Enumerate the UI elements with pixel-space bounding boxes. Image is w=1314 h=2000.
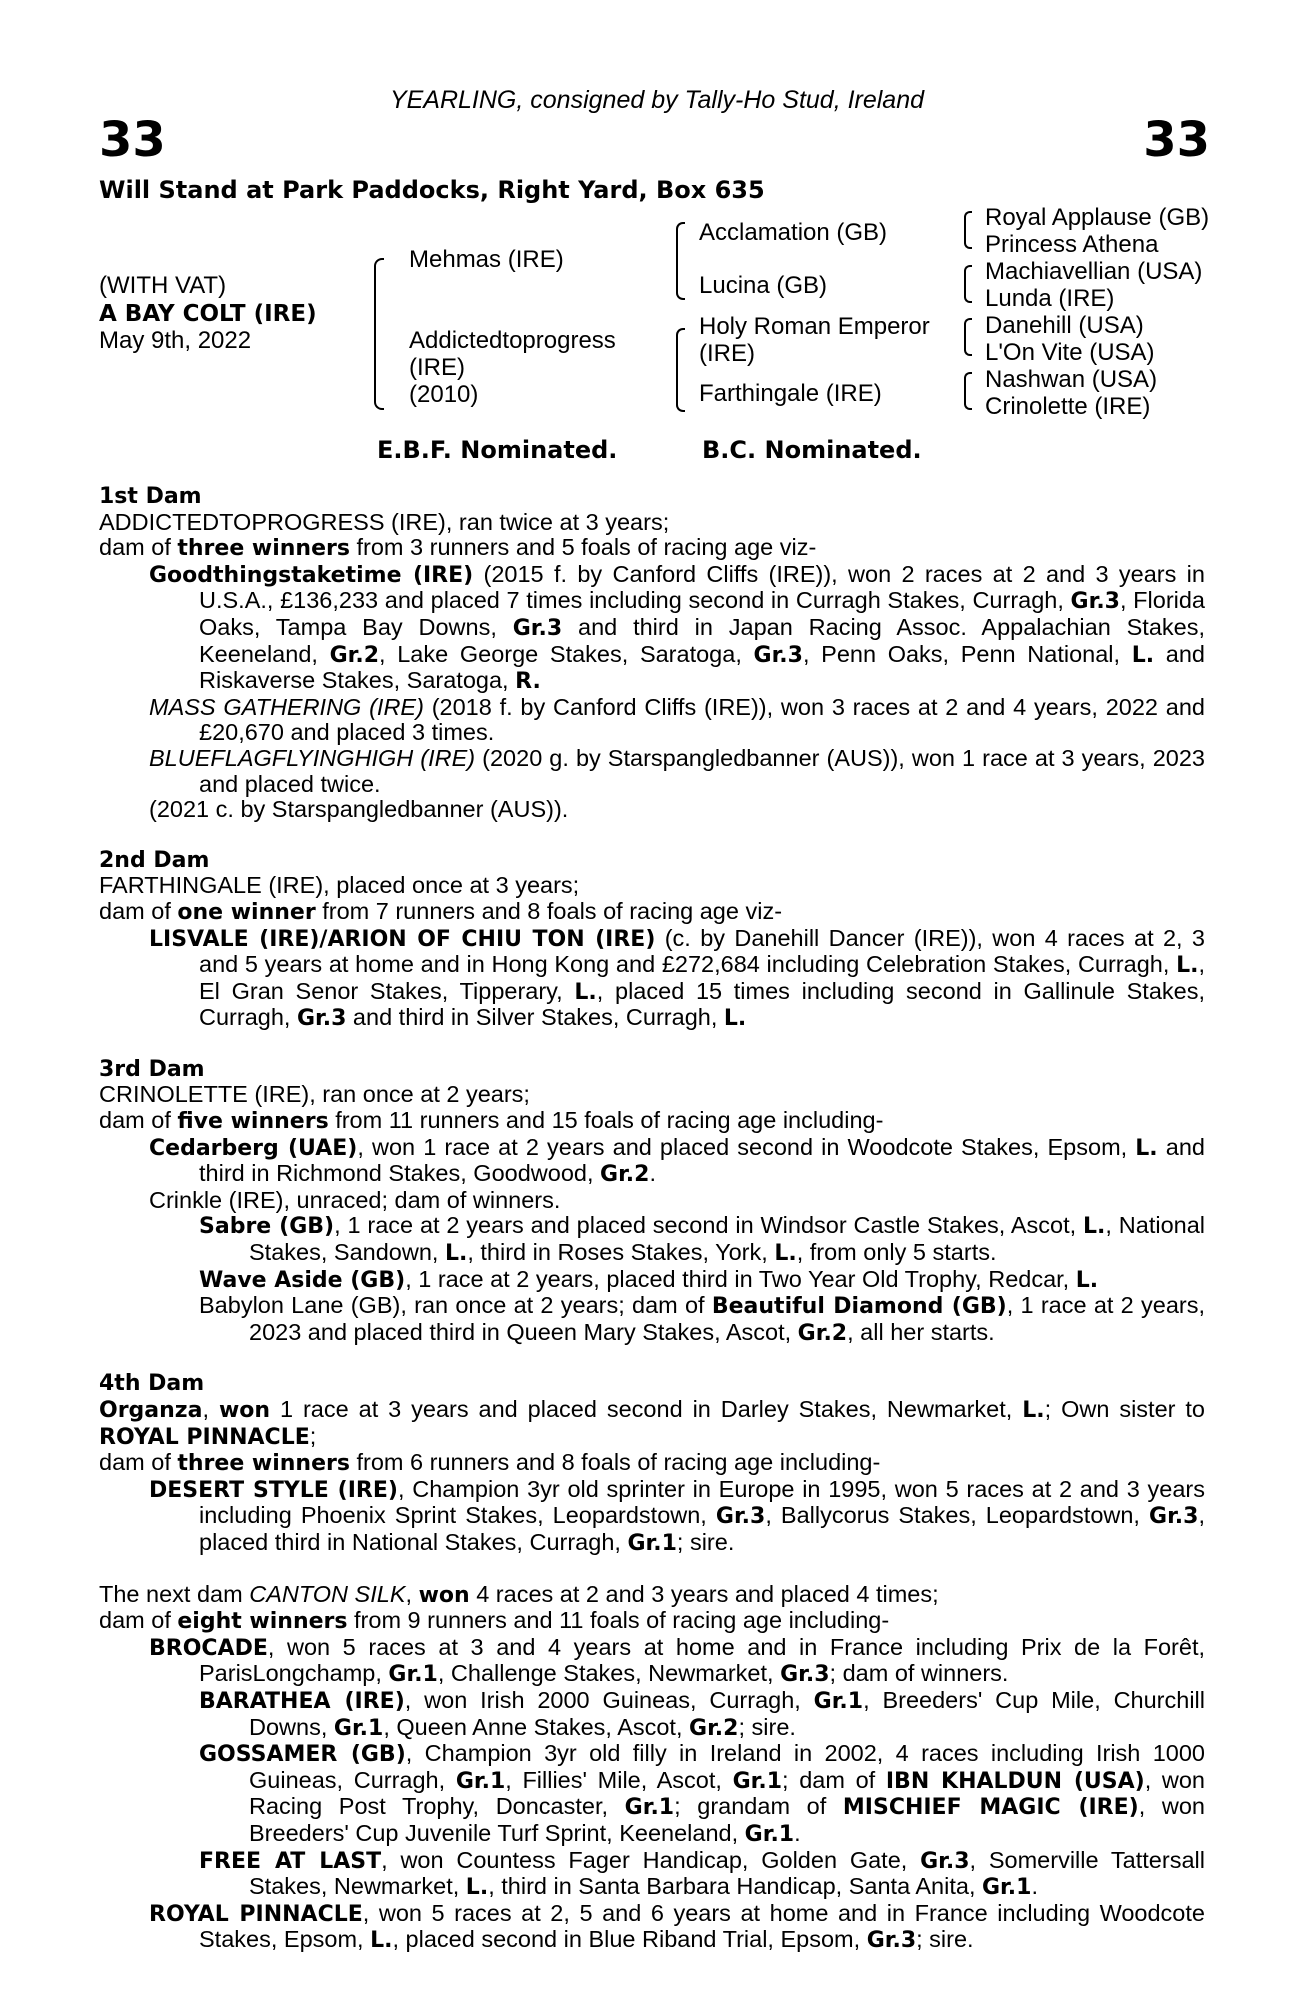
text-run: (2018 f. by Canford Cliffs (IRE)), won 3 races at 2 and 4 years, 2022 and £20,670 and placed 3 times. — [199, 693, 1205, 746]
second-dam-line: FARTHINGALE (IRE), placed once at 3 years; — [99, 872, 580, 899]
ebf-nomination: E.B.F. Nominated. — [377, 436, 618, 464]
pedigree-brace-g2 — [964, 265, 972, 303]
text-run: , El Gran Senor Stakes, Tipperary, — [199, 951, 1205, 1004]
bold-text: three winners — [177, 1451, 350, 1477]
text-run: ; sire. — [676, 1528, 735, 1555]
text-run: , National Stakes, Sandown, — [249, 1212, 1205, 1266]
bold-text: ROYAL PINNACLE — [149, 1901, 363, 1927]
text-run: , Queen Anne Stakes, Ascot, — [383, 1713, 690, 1740]
bold-text: won — [418, 1582, 470, 1608]
bold-text: Gr.3 — [296, 1006, 347, 1032]
text-run: , placed 15 times including second in Gallinule Stakes, Curragh, — [199, 977, 1206, 1031]
bold-text: L. — [1075, 1267, 1099, 1293]
bold-text: Gr.3 — [780, 1662, 830, 1688]
text-run: , Champion 3yr old filly in Ireland in 2002, 4 races including Irish 1000 Guineas, Curragh, — [249, 1740, 1205, 1793]
bold-text: L. — [1131, 642, 1155, 668]
bold-text: Gr.3 — [715, 1504, 766, 1530]
text-run: , won Racing Post Trophy, Doncaster, — [249, 1766, 1206, 1820]
text-run: , won 1 race at 2 years and placed second in Woodcote Stakes, Epsom, — [357, 1133, 1136, 1160]
fourth-dam-heading: 4th Dam — [99, 1371, 205, 1397]
text-run: from 11 runners and 15 foals of racing age including- — [328, 1107, 884, 1134]
bold-text: Gr.3 — [512, 615, 563, 641]
bold-text: won — [218, 1398, 271, 1423]
bold-text: Beautiful Diamond (GB) — [711, 1294, 1007, 1320]
bold-text: Gr.3 — [753, 642, 803, 668]
bold-text: Gr.2 — [689, 1715, 739, 1741]
bold-text: Gr.1 — [333, 1715, 384, 1741]
bold-text: Goodthingstaketime (IRE) — [149, 562, 474, 588]
offspring-entry — [99, 695, 1205, 746]
offspring-entry — [99, 562, 1205, 695]
third-dam-section — [99, 1057, 1205, 1347]
text-run: , third in Roses Stakes, York, — [467, 1239, 775, 1266]
fourth-dam-produce-line — [99, 1450, 1205, 1477]
dam-name-line3: (2010) — [409, 381, 479, 408]
dam-name-line1: Addictedtoprogress — [409, 327, 616, 354]
bold-text: L. — [370, 1928, 393, 1954]
bold-text: L. — [574, 979, 597, 1005]
italic-text: MASS GATHERING (IRE) — [149, 693, 424, 720]
text-run: ; sire. — [916, 1926, 974, 1953]
text-run: , placed second in Blue Riband Trial, Epsom, — [392, 1926, 867, 1953]
dam-name-line2: (IRE) — [409, 354, 465, 381]
bold-text: Gr.3 — [866, 1928, 917, 1954]
catalogue-body — [99, 484, 1205, 1954]
text-run: . — [794, 1819, 801, 1846]
bold-text: Gr.2 — [329, 642, 380, 668]
first-dam-produce-line — [99, 535, 1205, 562]
pedigree-brace-g3 — [964, 318, 972, 356]
dam-dam: Farthingale (IRE) — [699, 380, 882, 407]
offspring-entry — [99, 1267, 1205, 1294]
pedigree-brace-g1 — [964, 211, 972, 249]
sire-name: Mehmas (IRE) — [409, 246, 564, 273]
fourth-dam-line — [99, 1397, 1205, 1450]
text-run: , placed third in National Stakes, Curragh, — [199, 1502, 1205, 1555]
bold-text: BROCADE — [149, 1635, 268, 1661]
second-dam-produce-line — [99, 899, 1205, 926]
offspring-entry — [99, 1213, 1205, 1266]
text-run: , 1 race at 2 years and placed second in Windsor Castle Stakes, Ascot, — [334, 1212, 1084, 1239]
bold-text: five winners — [177, 1109, 329, 1135]
text-run: . — [649, 1160, 656, 1187]
offspring-entry — [99, 1901, 1205, 1954]
offspring-entry — [99, 1135, 1205, 1188]
first-dam-section — [99, 484, 1205, 823]
ancestor-g3: Machiavellian (USA) — [985, 258, 1203, 285]
bold-text: Cedarberg (UAE) — [149, 1135, 358, 1161]
text-run: , Champion 3yr old sprinter in Europe in 1995, won 5 races at 2 and 3 years including Phoenix Sprint Stakes, Leopardstown, — [199, 1475, 1205, 1529]
foaling-date: May 9th, 2022 — [99, 327, 252, 354]
bold-text: three winners — [177, 536, 350, 562]
text-run: and Riskaverse Stakes, Saratoga, — [199, 640, 1205, 694]
bold-text: GOSSAMER (GB) — [199, 1742, 406, 1768]
first-dam-heading: 1st Dam — [99, 484, 202, 509]
bold-text: one winner — [177, 899, 316, 925]
sire-sire: Acclamation (GB) — [699, 219, 888, 246]
offspring-entry — [99, 1688, 1205, 1741]
text-run: , from only 5 starts. — [796, 1239, 997, 1266]
pedigree-brace-sire — [676, 222, 685, 300]
text-run: , Lake George Stakes, Saratoga, — [379, 640, 754, 667]
bold-text: L. — [723, 1006, 747, 1032]
second-dam-section — [99, 848, 1205, 1032]
bold-text: Gr.1 — [813, 1688, 864, 1714]
bold-text: LISVALE (IRE)/ARION OF CHIU TON (IRE) — [149, 926, 656, 952]
bc-nomination: B.C. Nominated. — [702, 436, 922, 464]
bold-text: Gr.1 — [732, 1768, 783, 1794]
offspring-entry: (2021 c. by Starspangledbanner (AUS)). — [149, 796, 569, 823]
offspring-entry: Crinkle (IRE), unraced; dam of winners. — [149, 1186, 561, 1213]
ancestor-g1: Royal Applause (GB) — [985, 204, 1210, 231]
bold-text: Gr.3 — [920, 1848, 970, 1874]
text-run: , 1 race at 2 years, 2023 and placed third in Queen Mary Stakes, Ascot, — [249, 1292, 1206, 1345]
bold-text: Gr.1 — [388, 1662, 438, 1688]
dam-sire-line2: (IRE) — [699, 340, 755, 367]
italic-text: BLUEFLAGFLYINGHIGH (IRE) — [149, 744, 476, 771]
text-run: , — [202, 1396, 219, 1422]
text-run: ; — [309, 1422, 317, 1449]
bold-text: eight winners — [177, 1609, 348, 1635]
text-run: dam of — [99, 897, 178, 924]
ancestor-g6: L'On Vite (USA) — [985, 339, 1155, 366]
text-run: and third in Silver Stakes, Curragh, — [346, 1004, 724, 1031]
next-dam-line — [99, 1582, 1205, 1609]
third-dam-line: CRINOLETTE (IRE), ran once at 2 years; — [99, 1081, 530, 1108]
bold-text: Organza — [99, 1398, 203, 1423]
bold-text: L. — [1022, 1398, 1045, 1423]
text-run: , won 5 races at 3 and 4 years at home and in France including Prix de la Forêt, ParisLongchamp, — [199, 1633, 1205, 1687]
text-run: ; grandam of — [674, 1793, 843, 1820]
bold-text: R. — [515, 669, 541, 695]
ancestor-g8: Crinolette (IRE) — [985, 393, 1151, 420]
ancestor-g2: Princess Athena — [985, 231, 1159, 258]
text-run: , Penn Oaks, Penn National, — [802, 640, 1132, 667]
offspring-entry — [99, 1477, 1205, 1557]
bold-text: L. — [465, 1875, 489, 1901]
bold-text: IBN KHALDUN (USA) — [885, 1768, 1145, 1794]
text-run: (c. by Danehill Dancer (IRE)), won 4 races at 2, 3 and 5 years at home and in Hong Kong and £272,684 including Celebration Stakes, Curragh, — [199, 924, 1205, 978]
pedigree-brace-dam — [676, 328, 685, 412]
third-dam-heading: 3rd Dam — [99, 1056, 205, 1082]
text-run: , Somerville Tattersall Stakes, Newmarket, — [249, 1846, 1205, 1900]
offspring-entry — [99, 746, 1205, 797]
text-run: and third in Richmond Stakes, Goodwood, — [199, 1133, 1205, 1187]
second-dam-heading: 2nd Dam — [99, 847, 210, 873]
next-dam-section — [99, 1582, 1205, 1954]
bold-text: Gr.1 — [744, 1821, 795, 1847]
text-run: Babylon Lane (GB), ran once at 2 years; dam of — [199, 1292, 712, 1319]
horse-name: A BAY COLT (IRE) — [99, 301, 317, 327]
text-run: (2015 f. by Canford Cliffs (IRE)), won 2 races at 2 and 3 years in U.S.A., £136,233 and placed 7 times including second in Curragh Stakes, Curragh, — [199, 560, 1205, 614]
lot-number-left: 33 — [99, 112, 166, 168]
catalogue-subtitle: YEARLING, consigned by Tally-Ho Stud, Ireland — [389, 86, 925, 114]
bold-text: Gr.2 — [797, 1320, 848, 1346]
fourth-dam-section — [99, 1371, 1205, 1556]
text-run: , Fillies' Mile, Ascot, — [505, 1766, 733, 1793]
text-run: , won Countess Fager Handicap, Golden Gate, — [381, 1846, 921, 1873]
text-run: . — [1031, 1873, 1038, 1900]
offspring-entry — [99, 1848, 1205, 1901]
bold-text: L. — [774, 1241, 797, 1267]
bold-text: L. — [1083, 1214, 1106, 1240]
first-dam-line: ADDICTEDTOPROGRESS (IRE), ran twice at 3 years; — [99, 508, 670, 535]
bold-text: Gr.3 — [1149, 1504, 1199, 1530]
bold-text: MISCHIEF MAGIC (IRE) — [842, 1795, 1139, 1821]
text-run: from 3 runners and 5 foals of racing age viz- — [349, 534, 817, 561]
bold-text: Gr.1 — [455, 1768, 506, 1794]
bold-text: Gr.3 — [1070, 589, 1120, 615]
text-run: , 1 race at 2 years, placed third in Two Year Old Trophy, Redcar, — [405, 1265, 1076, 1292]
bold-text: L. — [1176, 953, 1199, 979]
text-run: ; sire. — [738, 1713, 796, 1740]
text-run: , Challenge Stakes, Newmarket, — [437, 1660, 781, 1687]
lot-number-right: 33 — [1143, 112, 1210, 168]
text-run: , Breeders' Cup Mile, Churchill Downs, — [249, 1686, 1205, 1740]
text-run: ; dam of — [782, 1766, 886, 1793]
sire-dam: Lucina (GB) — [699, 272, 828, 299]
italic-text: CANTON SILK — [249, 1580, 406, 1607]
pedigree-brace-g4 — [964, 372, 972, 410]
bold-text: FREE AT LAST — [199, 1848, 382, 1874]
offspring-entry — [99, 1635, 1205, 1688]
text-run: , Florida Oaks, Tampa Bay Downs, — [199, 587, 1206, 640]
next-dam-produce-line — [99, 1608, 1205, 1635]
pedigree-brace-main — [374, 258, 384, 410]
text-run: , all her starts. — [847, 1318, 995, 1345]
offspring-entry — [99, 1741, 1205, 1847]
dam-sire-line1: Holy Roman Emperor — [699, 313, 930, 340]
text-run: from 9 runners and 11 foals of racing age including- — [347, 1607, 890, 1634]
stable-location: Will Stand at Park Paddocks, Right Yard, Box 635 — [99, 176, 765, 204]
text-run: and third in Japan Racing Assoc. Appalachian Stakes, Keeneland, — [199, 613, 1205, 667]
bold-text: L. — [444, 1241, 468, 1267]
text-run: dam of — [99, 534, 178, 561]
bold-text: DESERT STYLE (IRE) — [149, 1477, 398, 1503]
text-run: dam of — [99, 1607, 178, 1634]
text-run: dam of — [99, 1449, 178, 1476]
third-dam-produce-line — [99, 1108, 1205, 1135]
bold-text: Gr.1 — [982, 1875, 1032, 1901]
offspring-entry — [99, 1293, 1205, 1346]
text-run: The next dam — [99, 1580, 250, 1607]
text-run: , won Breeders' Cup Juvenile Turf Sprint, Keeneland, — [249, 1793, 1205, 1846]
text-run: dam of — [99, 1107, 178, 1134]
vat-note: (WITH VAT) — [99, 272, 227, 299]
text-run: , third in Santa Barbara Handicap, Santa Anita, — [488, 1873, 982, 1900]
ancestor-g5: Danehill (USA) — [985, 312, 1144, 339]
bold-text: L. — [1135, 1135, 1158, 1161]
ancestor-g7: Nashwan (USA) — [985, 366, 1158, 393]
text-run: , won Irish 2000 Guineas, Curragh, — [404, 1686, 814, 1713]
bold-text: BARATHEA (IRE) — [199, 1688, 405, 1714]
bold-text: Gr.1 — [624, 1795, 675, 1821]
bold-text: Sabre (GB) — [199, 1214, 335, 1240]
text-run: , won 5 races at 2, 5 and 6 years at home and in France including Woodcote Stakes, Epsom, — [199, 1899, 1205, 1953]
text-run: ; Own sister to — [1044, 1396, 1205, 1422]
bold-text: ROYAL PINNACLE — [99, 1424, 310, 1450]
ancestor-g4: Lunda (IRE) — [985, 285, 1115, 312]
text-run: (2020 g. by Starspangledbanner (AUS)), won 1 race at 3 years, 2023 and placed twice. — [199, 744, 1205, 797]
bold-text: Gr.2 — [600, 1162, 650, 1188]
bold-text: Gr.1 — [627, 1530, 677, 1556]
text-run: 4 races at 2 and 3 years and placed 4 times; — [469, 1580, 939, 1607]
text-run: , — [405, 1580, 419, 1607]
text-run: 1 race at 3 years and placed second in Darley Stakes, Newmarket, — [270, 1396, 1023, 1422]
text-run: from 7 runners and 8 foals of racing age viz- — [315, 897, 783, 924]
offspring-entry — [99, 926, 1205, 1032]
text-run: from 6 runners and 8 foals of racing age including- — [349, 1449, 881, 1476]
text-run: ; dam of winners. — [829, 1660, 1009, 1687]
text-run: , Ballycorus Stakes, Leopardstown, — [765, 1502, 1150, 1529]
bold-text: Wave Aside (GB) — [199, 1267, 406, 1293]
